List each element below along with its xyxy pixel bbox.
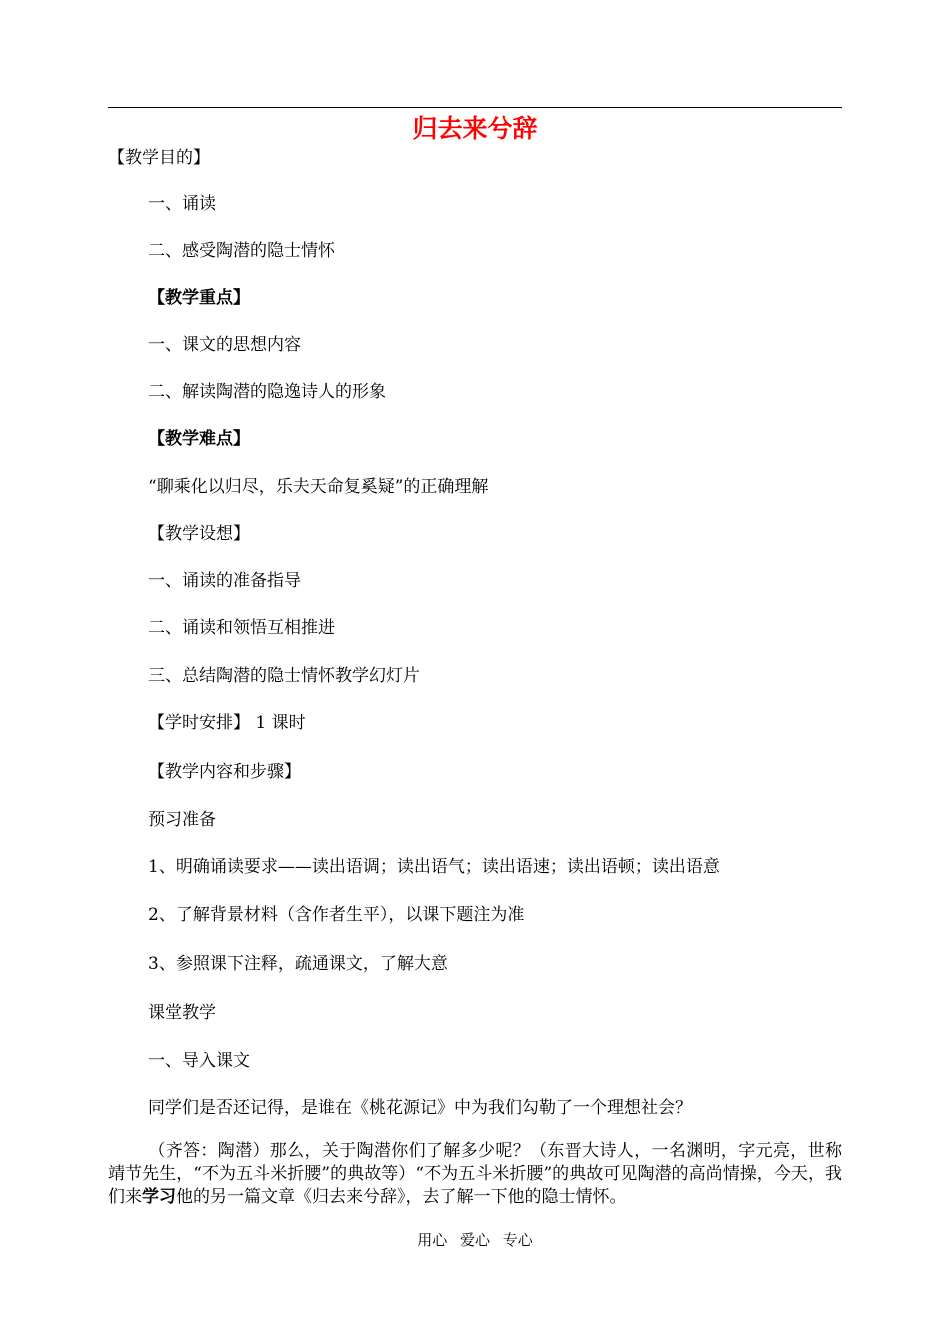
- schedule-line: 【学时安排】 1 课时: [148, 713, 306, 733]
- design-heading: 【教学设想】: [148, 524, 250, 544]
- prep-item-2: 2、了解背景材料（含作者生平），以课下题注为准: [148, 905, 525, 925]
- intro-paragraph-part1: （齐答：陶潜）那么，关于陶潜你们了解多少呢？（东晋大诗人，一名渊明，字元亮，世称靖节先生，“不为五斗米折腰”的典故等）“不为五斗米折腰”的典故可见陶潜的高尚情操，今天，我们来: [108, 1141, 842, 1207]
- intro-paragraph-part2: 他的另一篇文章《归去来兮辞》，去了解一下他的隐士情怀。: [176, 1187, 627, 1207]
- key-point-2: 二、解读陶潜的隐逸诗人的形象: [148, 382, 386, 402]
- content-heading: 【教学内容和步骤】: [148, 762, 301, 782]
- header-rule: [108, 107, 842, 108]
- design-item-3: 三、总结陶潜的隐士情怀教学幻灯片: [148, 666, 420, 686]
- design-item-2: 二、诵读和领悟互相推进: [148, 618, 335, 638]
- intro-heading: 一、导入课文: [148, 1051, 250, 1071]
- objective-item-2: 二、感受陶潜的隐士情怀: [148, 241, 335, 261]
- prep-item-3: 3、参照课下注释，疏通课文，了解大意: [148, 954, 448, 974]
- intro-paragraph: [108, 1140, 842, 1209]
- objective-heading: 【教学目的】: [108, 148, 210, 168]
- objective-item-1: 一、诵读: [148, 194, 216, 214]
- prep-item-1: 1、明确诵读要求——读出语调；读出语气；读出语速；读出语顿；读出语意: [148, 857, 720, 877]
- intro-paragraph-bold: 学习: [142, 1187, 176, 1207]
- page-footer: 用心 爱心 专心: [417, 1231, 533, 1249]
- design-item-1: 一、诵读的准备指导: [148, 571, 301, 591]
- difficulty-heading: 【教学难点】: [148, 429, 250, 449]
- key-points-heading: 【教学重点】: [148, 288, 250, 308]
- class-heading: 课堂教学: [148, 1003, 216, 1023]
- intro-question: 同学们是否还记得，是谁在《桃花源记》中为我们勾勒了一个理想社会？: [148, 1098, 692, 1118]
- prep-heading: 预习准备: [148, 810, 216, 830]
- key-point-1: 一、课文的思想内容: [148, 335, 301, 355]
- difficulty-item-1: “聊乘化以归尽，乐夫天命复奚疑”的正确理解: [148, 477, 489, 497]
- document-title: 归去来兮辞: [412, 114, 538, 143]
